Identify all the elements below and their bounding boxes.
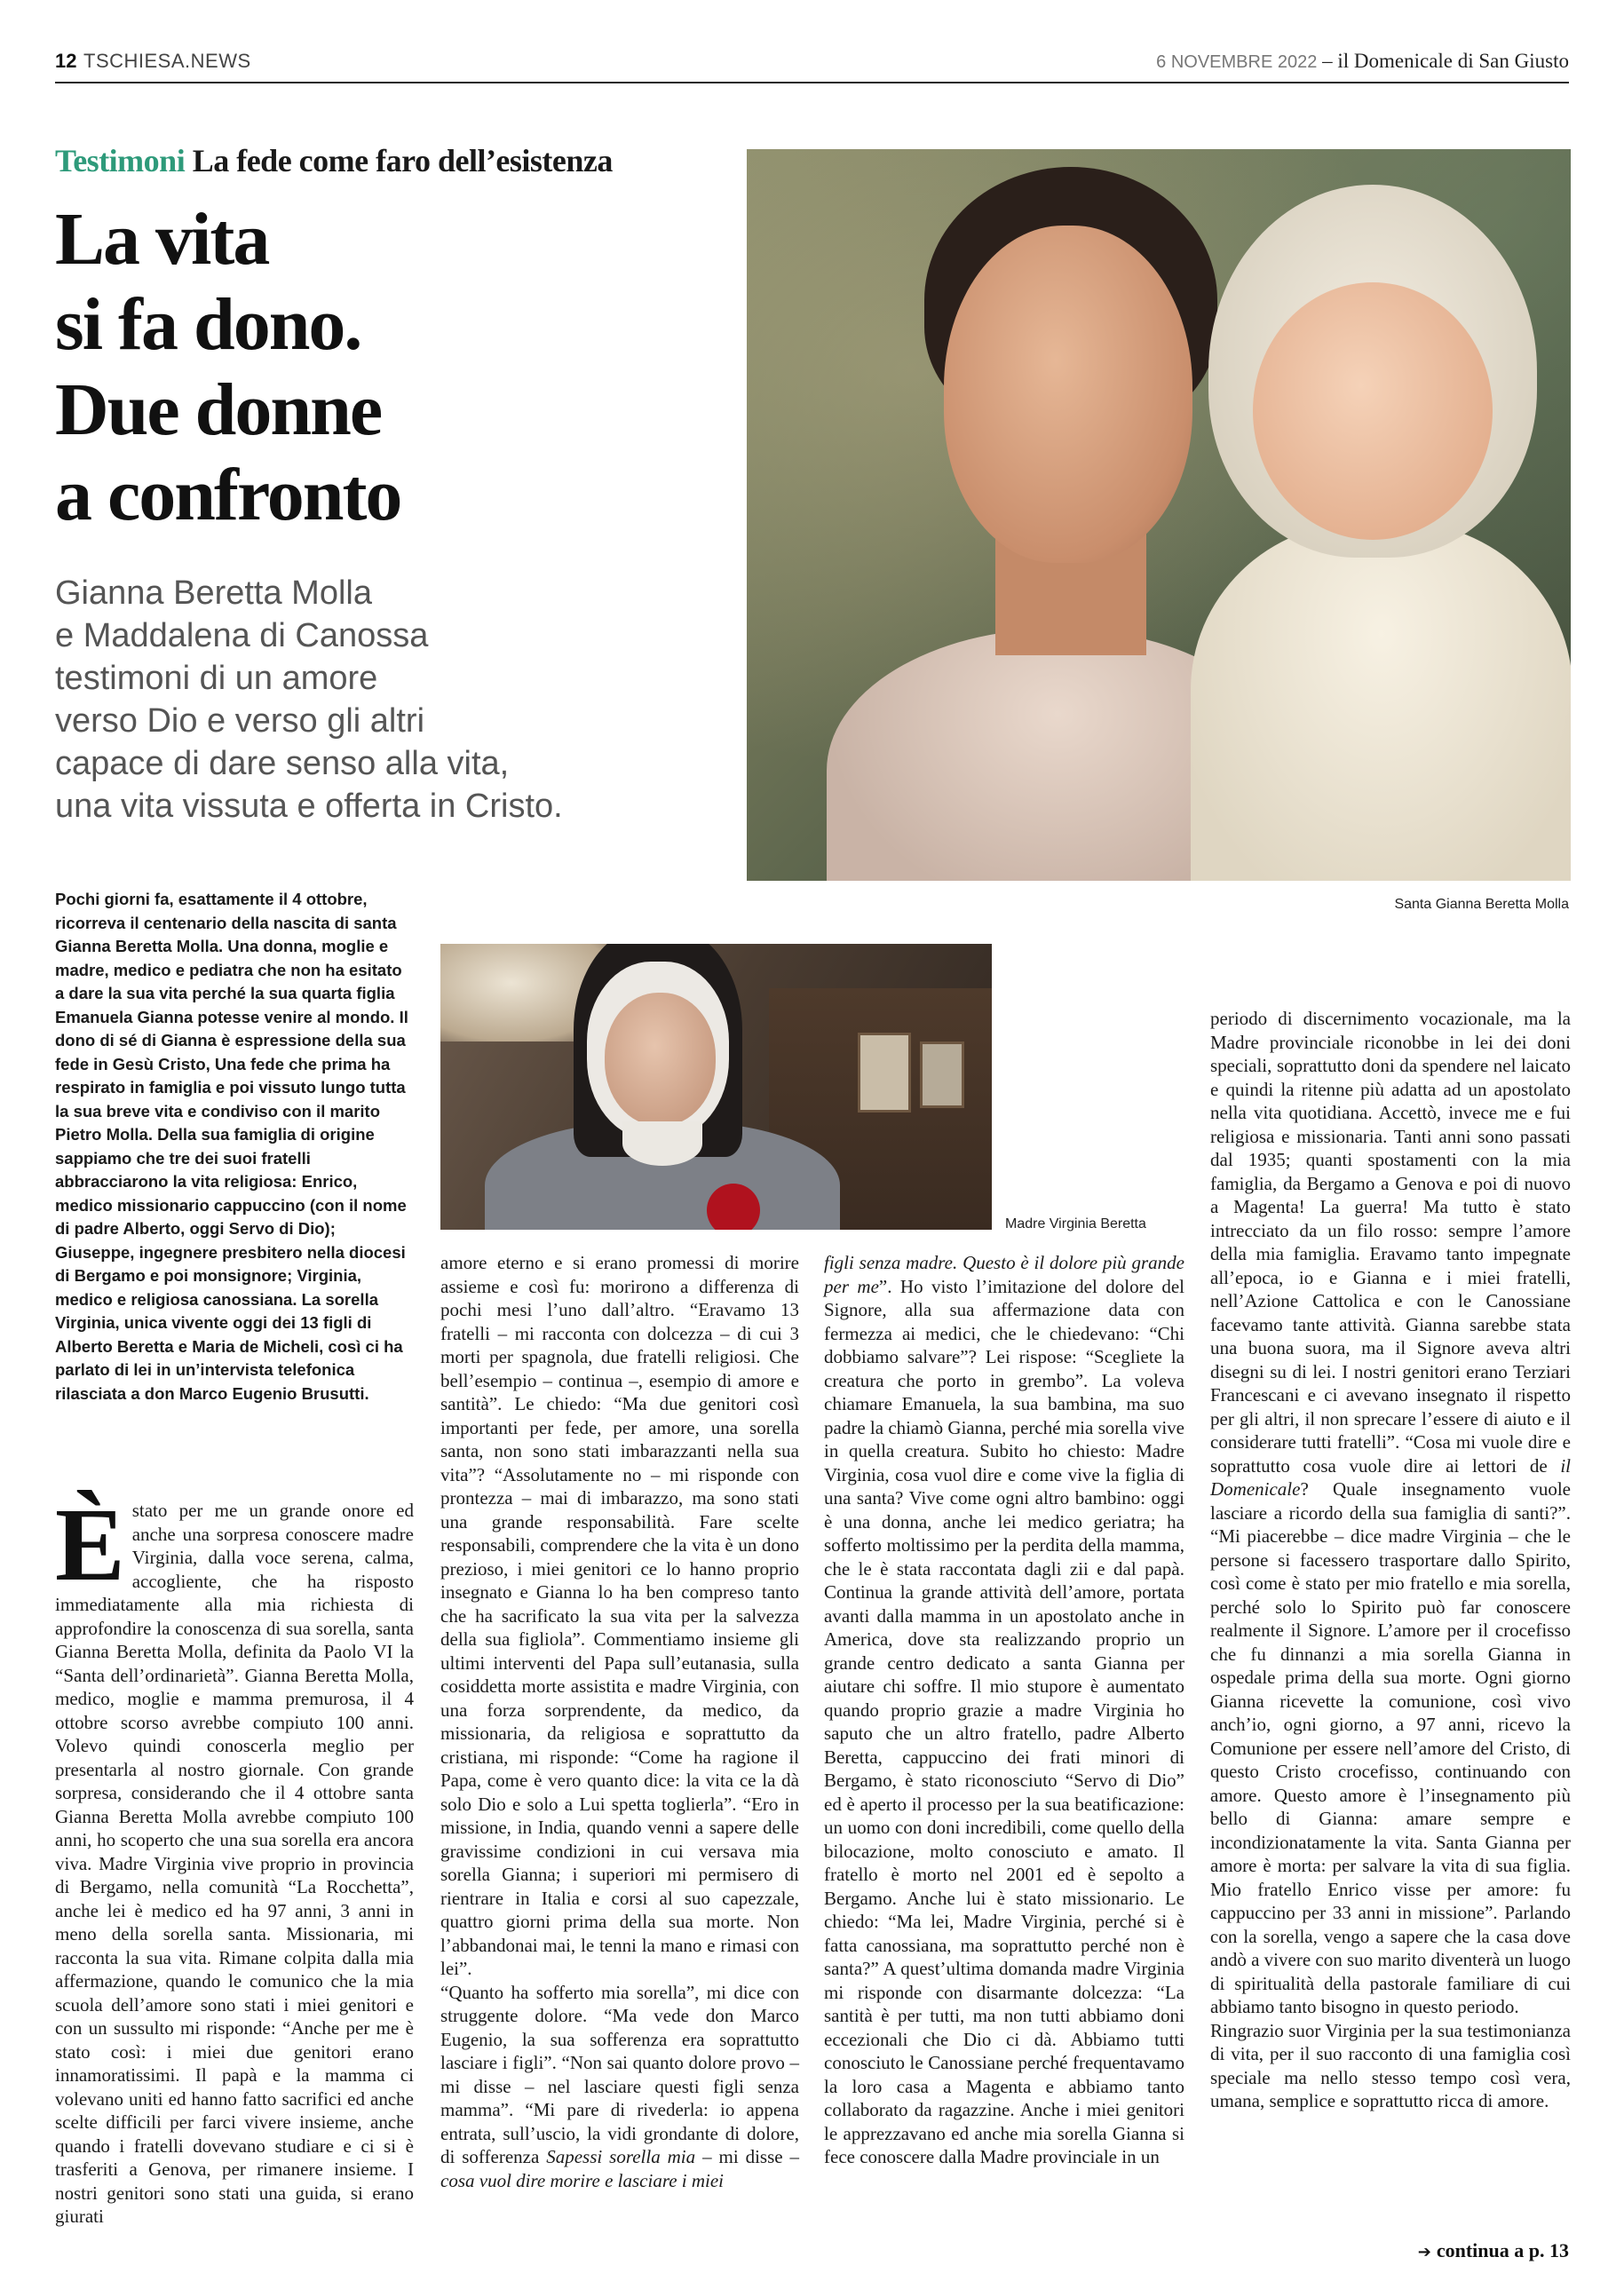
subtitle-line: testimoni di un amore	[55, 660, 378, 697]
title-line: Due donne	[55, 368, 382, 451]
photo-mother-face	[944, 226, 1192, 563]
subtitle-line: verso Dio e verso gli altri	[55, 702, 425, 740]
body-text: ”. Ho visto l’imitazione del dolore del Signore, alla sua affermazione data con fermezza ai medici, che le chiedevano: “Chi dobbiamo salvare”? Lei rispose: “Scegliete la creatura che porto in grembo”. La voleva chiamare Emanuela, la sua bambina, ma suo padre la chiamò Gianna, perché mia sorella vive in quella creatura. Subito ho chiesto: Madre Virginia, cosa vuol dire e come vive la figlia di una santa? Vive come ogni altro bambino: oggi è una donna, anche lei medico geriatra; ha sofferto moltissimo per la perdita della mamma, che le è stata raccontata dagli zii e dal papà. Continua la grande attività dell’amore, portata avanti dalla mamma in un apostolato anche in America, dove sta realizzando proprio un grande centro dedicato a santa Gianna per aiutare chi soffre. Il mio stupore è aumentato quando proprio grazie a madre Virginia ho saputo che un altro fratello, padre Alberto Beretta, cappuccino dei frati minori di Bergamo, è stato riconosciuto “Servo di Dio” ed è aperto il processo per la sua beatificazione: un uomo con doni incredibili, come quello della bilocazione, molto conosciuto e amato. Il fratello è morto nel 2001 ed è sepolto a Bergamo. Anche lui è stato missionario. Le chiedo: “Ma lei, Madre Virginia, perché si è fatta canossiana, ma soprattutto perché non è santa?” A quest’ultima domanda madre Virginia mi risponde con disarmante dolcezza: “La santità è per tutti, ma non tutti abbiamo doni eccezionali che Dio ci dà. Abbiamo tutti conosciuto le Canossiane perché frequentavamo la loro casa a Magenta e abbiamo tanto collaborato da ragazzine. Anche i miei genitori le apprezzavano ed anche mia sorella Gianna si fece conoscere dalla Madre provinciale in un	[824, 1275, 1185, 2167]
body-paragraph	[824, 1251, 1184, 2169]
body-text: “Quanto ha sofferto mia sorella”, mi dice con struggente dolore. “Ma vede don Marco Eugenio, la sua sofferenza era soprattutto lasciare i figli”. “Non sai quanto dolore provo – mi disse – nel lasciare questi figli senza mamma”. “Mi pare di rivederla: io appena entrata, sull’uscio, la vidi grondante di dolore, di sofferenza	[440, 1981, 799, 2167]
continue-link[interactable]	[1418, 2239, 1569, 2262]
photo-baby-body	[1191, 522, 1571, 881]
continue-label: continua a p. 13	[1436, 2239, 1569, 2261]
article-intro: Pochi giorni fa, esattamente il 4 ottobre, ricorreva il centenario della nascita di santa Gianna Beretta Molla. Una donna, moglie e madre, medico e pediatra che non ha esitato a dare la sua vita perché la sua quarta figlia Emanuela Gianna potesse venire al mondo. Il dono di sé di Gianna è espressione della sua fede in Gesù Cristo, Una fede che prima ha respirato in famiglia e poi vissuto lungo tutta la sua breve vita e condiviso con il marito Pietro Molla. Della sua famiglia di origine sappiamo che tre dei suoi fratelli abbracciarono la vita religiosa: Enrico, medico missionario cappuccino (con il nome di padre Alberto, oggi Servo di Dio); Giuseppe, ingegnere presbitero nella diocesi di Bergamo e poi monsignore; Virginia, medico e religiosa canossiana. La sorella Virginia, unica vivente oggi dei 13 figli di Alberto Beretta e Maria de Micheli, così ci ha parlato di lei in un’intervista telefonica rilasciata a don Marco Eugenio Brusutti.	[55, 890, 408, 1403]
main-photo-caption: Santa Gianna Beretta Molla	[1394, 897, 1569, 912]
subtitle-line: e Maddalena di Canossa	[55, 617, 429, 654]
nun-photo	[440, 944, 992, 1230]
main-photo	[747, 149, 1571, 881]
page-header	[55, 50, 1569, 83]
subtitle-line: una vita vissuta e offerta in Cristo.	[55, 788, 563, 825]
issue-info	[1156, 50, 1569, 73]
quote-italic: cosa vuol dire morire e lasciare i miei	[440, 2169, 725, 2191]
issue-date: 6 NOVEMBRE 2022	[1156, 52, 1318, 72]
section-label: Testimoni	[55, 143, 186, 178]
body-text: ? Quale insegnamento vuole lasciare a ricordo della sua famiglia di santi?”. “Mi piacerebbe – dice madre Virginia – che le persone si facessero trasportare dallo Spirito, così come è stato per mio fratello e mia sorella, perché solo lo Spirito può far conoscere realmente il Signore. L’amore per il crocefisso che fu dinnanzi a mia sorella Gianna in ospedale prima della sua morte. Ogni giorno Gianna ricevette la comunione, così vivo anch’io, ogni giorno, a 97 anni, ricevo la Comunione per essere nell’amore del Cristo, di questo Cristo crocefisso, continuando con amore. Questo amore è l’insegnamento più bello di Gianna: amare sempre e incondizionatamente la vita. Santa Gianna per amore è morta: per salvare la vita di sua figlia. Mio fratello Enrico visse per amore: fu cappuccino per 33 anni in missione”. Parlando con la sorella, vengo a sapere che la casa dove andò a vivere con suo marito diventerà un luogo di spiritualità della pastorale familiare di cui abbiamo tanto bisogno in questo periodo.	[1210, 1478, 1571, 2017]
article-title	[55, 197, 712, 538]
issue-separator: –	[1317, 50, 1338, 72]
arrow-right-icon: ➔	[1417, 2243, 1431, 2261]
subtitle-line: capace di dare senso alla vita,	[55, 745, 510, 782]
photo-picture-frame	[920, 1041, 964, 1108]
quote-italic: figli senza madre. Questo è il dolore più grande per me	[824, 1252, 1184, 1297]
body-column-1	[55, 1486, 414, 2229]
title-line: La vita	[55, 198, 269, 281]
body-text: periodo di discernimento vocazionale, ma la Madre provinciale riconobbe in lei dei doni speciali, soprattutto doni da spendere nel laicato e quindi la ritenne più adatta ad un apostolato nella vita quotidiana. Accettò, invece me e fui religiosa e missionaria. Tanti anni sono passati dal 1935; quanti spostamenti con la mia famiglia, da Bergamo a Genova e poi di nuovo a Magenta! La guerra! Ma tutto è stato intrecciato da un filo rosso: sempre l’amore della mia famiglia. Eravamo tanto impegnate all’epoca, io e Gianna e i miei fratelli, nell’Azione Cattolica e con le Canossiane facevamo tante attività. Gianna sarebbe stata una buona suora, ma il Signore aveva altri disegni su di lei. I nostri genitori erano Terziari Francescani e ci avevano insegnato il rispetto per gli altri, il non sprecare l’essere di aiuto e il considerare tutti fratelli”. “Cosa mi vuole dire e soprattutto cosa vuole dire ai lettori de	[1210, 1008, 1571, 1477]
body-column-3	[824, 1251, 1184, 2169]
body-column-2	[440, 1251, 799, 2192]
quote-italic: Sapessi sorella mia	[546, 2146, 696, 2167]
publication-italic: il Domenicale	[1210, 1454, 1571, 1500]
photo-nun-collar	[622, 1121, 702, 1166]
body-paragraph	[440, 1981, 799, 2193]
photo-picture-frame	[858, 1033, 911, 1113]
article-subtitle	[55, 572, 730, 828]
article-kicker	[55, 142, 613, 179]
subtitle-line: Gianna Beretta Molla	[55, 574, 372, 612]
body-paragraph: amore eterno e si erano promessi di morire assieme e così fu: morirono a differenza di pochi mesi l’uno dall’altro. “Eravamo 13 fratelli – mi racconta con dolcezza – di cui 3 morti per spagnola, due fratelli religiosi. Che bell’esempio – continua –, esempio di amore e santità”. Le chiedo: “Ma due genitori così importanti per fede, per amore, una sorella santa, non sono stati imbarazzanti nella sua vita”? “Assolutamente no – mi risponde con prontezza – mai di imbarazzo, ma sono stati una grande responsabilità. Fare scelte responsabili, comprendere che la vita è un dono prezioso, i miei genitori ce lo hanno proprio insegnato e Gianna lo ha ben compreso tanto che ha sacrificato la sua vita per la salvezza della sua figliola”. Commentiamo insieme gli ultimi interventi del Papa sull’eutanasia, sulla cosiddetta morte assistita e madre Virginia, con una forza sorprendente, da medico, da missionaria, da religiosa e soprattutto da cristiana, mi risponde: “Come ha ragione il Papa, come è vero quanto dice: la vita ce la dà solo Dio e solo a Lui spetta toglierla”. “Ero in missione, in India, quando venni a sapere delle gravissime condizioni in cui versava mia sorella Gianna; i superiori mi permisero di rientrare in Italia e corsi al suo capezzale, quattro giorni prima della sua morte. Non l’abbandonai mai, le tenni la mano e rimasi con lei”.	[440, 1252, 799, 1979]
title-line: a confronto	[55, 454, 401, 536]
photo-baby-face	[1253, 282, 1493, 540]
microphone-icon	[707, 1184, 760, 1230]
body-paragraph	[1210, 1007, 1571, 2019]
kicker-text: La fede come faro dell’esistenza	[185, 143, 613, 178]
nun-photo-caption: Madre Virginia Beretta	[1005, 1216, 1146, 1232]
body-paragraph: Ringrazio suor Virginia per la sua testimonianza di vita, per il suo racconto di una famiglia così speciale ma nello stesso tempo così vera, umana, semplice e soprattutto ricca di amore.	[1210, 2019, 1571, 2111]
body-column-4	[1210, 1007, 1571, 2113]
drop-cap: È	[55, 1486, 125, 1603]
photo-nun-face	[605, 993, 716, 1126]
body-text: stato per me un grande onore ed anche una sorpresa conoscere madre Virginia, dalla voce serena, calma, accogliente, che ha risposto immediatamente alla mia richiesta di approfondire la conoscenza di sua sorella, santa Gianna Beretta Molla, definita da Paolo VI la “Santa dell’ordinarietà”. Gianna Beretta Molla, medico, moglie e mamma premurosa, il 4 ottobre scorso avrebbe compiuto 100 anni. Volevo quindi conoscerla meglio per presentarla al nostro giornale. Con grande sorpresa, considerando che il 4 ottobre santa Gianna Beretta Molla avrebbe compiuto 100 anni, ho scoperto che una sua sorella era ancora viva. Madre Virginia vive proprio in provincia di Bergamo, nella comunità “La Rocchetta”, anche lei è medico ed ha 97 anni, 3 anni in meno della sorella santa. Missionaria, mi racconta la sua vita. Rimane colpita dalla mia affermazione, quando le comunico che la mia scuola dell’amore sono stati i miei genitori e con un sussulto mi risponde: “Anche per me è stato così: i miei due genitori erano innamoratissimi. Il papà e la mamma ci volevano uniti ed hanno fatto sacrifici ed anche scelte difficili per farci vivere insieme, anche quando i fratelli dovevano studiare e ci si è trasferiti a Genova, per rimanere insieme. I nostri genitori sono stati una guida, si erano giurati	[55, 1500, 414, 2227]
page-number: 12	[55, 50, 77, 72]
site-name[interactable]: TSCHIESA.NEWS	[83, 50, 251, 72]
body-text: – mi disse –	[695, 2146, 799, 2167]
title-line: si fa dono.	[55, 283, 361, 366]
publication-name: il Domenicale di San Giusto	[1337, 50, 1569, 72]
